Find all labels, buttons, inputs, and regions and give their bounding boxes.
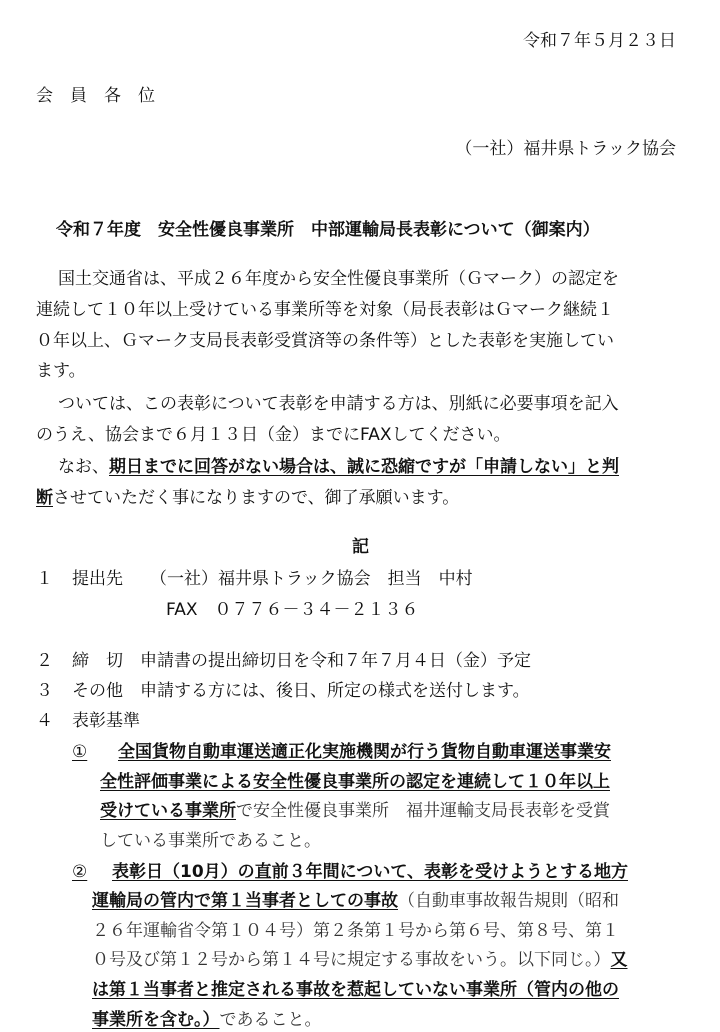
- item-number: ３: [36, 681, 53, 701]
- criterion-emphasis: 運輸局の管内で第１当事者としての事故: [92, 891, 398, 912]
- item-text: その他 申請する方には、後日、所定の様式を送付します。: [72, 681, 530, 701]
- criterion-marker: ②: [72, 861, 88, 882]
- criterion-emphasis: 受けている事業所: [100, 801, 236, 822]
- criterion-plain: であること。: [219, 1009, 322, 1030]
- ki-heading: 記: [352, 536, 369, 557]
- body-line: ついては、この表彰について表彰を申請する方は、別紙に必要事項を記入: [58, 393, 619, 414]
- item-number: ２: [36, 651, 53, 672]
- body-line: 連続して１０年以上受けている事業所等を対象（局長表彰はＧマーク継続１: [36, 300, 614, 320]
- item-number: １: [36, 569, 53, 590]
- notice-line: [58, 455, 619, 479]
- notice-prefix: なお、: [58, 456, 109, 477]
- document-date: 令和７年５月２３日: [523, 30, 676, 51]
- sender: （一社）福井県トラック協会: [455, 138, 676, 159]
- item-value: （一社）福井県トラック協会 担当 中村: [150, 569, 473, 590]
- criterion-line: 全国貨物自動車運送適正化実施機関が行う貨物自動車運送事業安: [118, 742, 611, 763]
- criterion-plain: （自動車事故報告規則（昭和: [398, 891, 619, 912]
- item-text: 表彰基準: [72, 710, 140, 731]
- criterion-line: している事業所であること。: [100, 830, 321, 851]
- document-title: 令和７年度 安全性優良事業所 中部運輸局長表彰について（御案内）: [56, 219, 600, 240]
- notice-emphasis: 断: [36, 488, 53, 509]
- body-line: ます。: [36, 361, 86, 382]
- criterion-line: [92, 1008, 322, 1032]
- item-label: 提出先: [72, 569, 123, 590]
- criterion-emphasis: 事業所を含む。）: [92, 1009, 220, 1030]
- criterion-plain: で安全性優良事業所 福井運輸支局長表彰を受賞: [236, 801, 610, 822]
- criterion-plain: ０号及び第１２号から第１４号に規定する事故をいう。以下同じ。）: [92, 950, 611, 971]
- criterion-marker: ①: [72, 742, 88, 763]
- criterion-line: [92, 948, 628, 972]
- fax-number: FAX ０７７６－３４－２１３６: [166, 599, 419, 620]
- notice-emphasis: 期日までに回答がない場合は、誠に恐縮ですが「申請しない」と判: [109, 456, 619, 477]
- criterion-emphasis: 又: [610, 950, 628, 971]
- addressee: 会 員 各 位: [36, 86, 155, 106]
- body-line: のうえ、協会まで６月１３日（金）までにFAXしてください。: [36, 425, 511, 446]
- criterion-line: [92, 889, 619, 913]
- notice-suffix: させていただく事になりますので、御了承願います。: [53, 488, 460, 509]
- item-number: ４: [36, 710, 53, 731]
- item-text: 締 切 申請書の提出締切日を令和７年７月４日（金）予定: [72, 651, 531, 672]
- body-line: ０年以上、Ｇマーク支局長表彰受賞済等の条件等）とした表彰を実施してい: [36, 330, 614, 351]
- criterion-line: ２６年運輸省令第１０４号）第２条第１号から第６号、第８号、第１: [92, 920, 619, 941]
- criterion-line: 全性評価事業による安全性優良事業所の認定を連続して１０年以上: [100, 771, 610, 792]
- notice-line: [36, 486, 459, 510]
- criterion-line: [100, 799, 610, 823]
- criterion-line: 表彰日（10月）の直前３年間について、表彰を受けようとする地方: [112, 861, 628, 882]
- criterion-line: は第１当事者と推定される事故を惹起していない事業所（管内の他の: [92, 979, 619, 1000]
- body-line: 国土交通省は、平成２６年度から安全性優良事業所（Ｇマーク）の認定を: [58, 269, 619, 290]
